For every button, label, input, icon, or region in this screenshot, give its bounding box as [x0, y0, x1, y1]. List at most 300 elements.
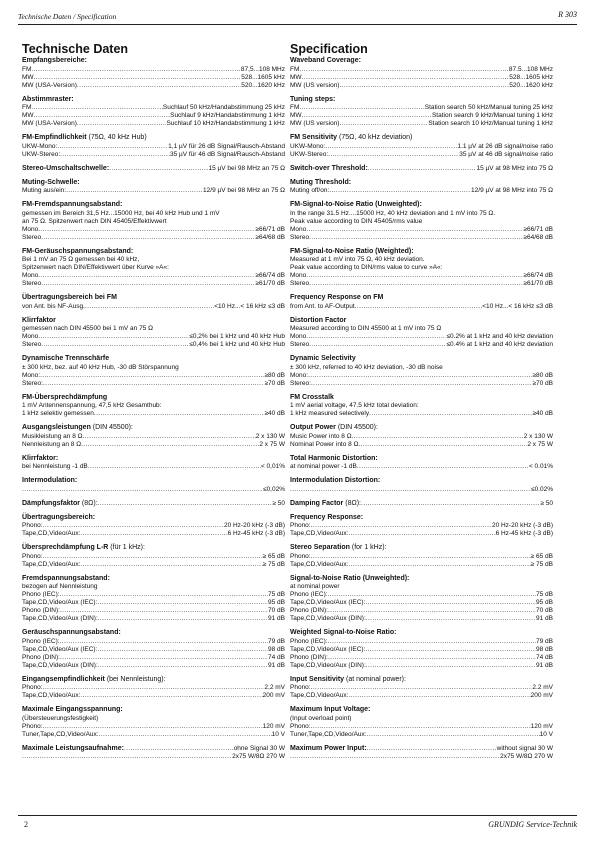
spec-label: MW (US version): [290, 81, 340, 89]
spec-value: <10 Hz...< 16 kHz ≤3 dB: [482, 302, 553, 310]
spec-section: [22, 179, 285, 196]
spec-label: Phono (DIN):: [22, 607, 60, 614]
spec-heading-text: Klirrfaktor:: [22, 454, 59, 462]
spec-section: [290, 355, 553, 388]
spec-heading-text: Maximum Input Voltage:: [290, 706, 371, 713]
leader-dots: [98, 662, 268, 670]
spec-section: [22, 575, 285, 624]
leader-dots: [325, 143, 457, 151]
spec-heading: [290, 455, 553, 464]
spec-label: UKW-Mono:: [22, 142, 58, 150]
spec-heading-text: FM-Signal-to-Noise Ratio (Weighted):: [290, 247, 414, 255]
spec-row: [22, 380, 285, 388]
spec-heading-text: Muting Threshold:: [290, 178, 352, 186]
spec-value: 15 µV at 98 MHz into 75 Ω: [476, 164, 553, 172]
spec-value: Station search 9 kHz/Manual tuning 1 kHz: [431, 112, 553, 119]
spec-label: Phono:: [22, 684, 43, 691]
spec-section: [22, 165, 285, 173]
spec-heading: [22, 629, 285, 638]
spec-row: [22, 280, 285, 288]
spec-value: ≥61/70 dB: [255, 280, 285, 287]
spec-section: [290, 745, 553, 761]
spec-value: 120 mV: [530, 722, 553, 730]
spec-heading-text: Abstimmraster:: [22, 95, 74, 103]
spec-value: 15 µV bei 98 MHz an 75 Ω: [208, 164, 285, 172]
spec-heading-text: Maximale Eingangsspannung:: [22, 706, 123, 713]
spec-row: [22, 303, 285, 311]
spec-row: [290, 646, 553, 654]
spec-row: [290, 522, 553, 530]
spec-section: [290, 294, 553, 311]
leader-dots: [369, 410, 532, 418]
leader-dots: [311, 553, 531, 561]
spec-heading: [22, 500, 98, 508]
spec-value: 528...1605 kHz: [509, 73, 553, 81]
spec-row: [290, 143, 553, 151]
spec-value: 2x75 W/8Ω 270 W: [500, 752, 553, 760]
leader-dots: [38, 272, 255, 280]
spec-row: [22, 410, 285, 418]
spec-row: [290, 66, 553, 74]
spec-row: [290, 607, 553, 615]
leader-dots: [80, 692, 262, 700]
spec-heading-text: Muting-Schwelle:: [22, 178, 80, 186]
spec-label: Tuner,Tape,CD,Video/Aux:: [290, 730, 367, 738]
spec-heading: [290, 317, 553, 326]
spec-row: [22, 112, 285, 120]
spec-heading-text: Signal-to-Noise Ratio (Unweighted):: [290, 574, 410, 582]
spec-label: bei Nennleistung -1 dB: [22, 463, 88, 470]
spec-value: 74 dB: [536, 653, 553, 661]
spec-heading: [22, 294, 285, 303]
spec-value: 79 dB: [536, 637, 553, 645]
spec-row: [22, 607, 285, 615]
spec-section: [290, 201, 553, 242]
spec-label: Phono (DIN):: [22, 653, 60, 661]
leader-dots: [328, 591, 536, 599]
leader-dots: [81, 441, 259, 449]
spec-label: Phono:: [290, 722, 311, 730]
spec-heading-note: (DIN 45500):: [337, 424, 378, 431]
spec-label: Stereo:: [290, 379, 311, 387]
leader-dots: [309, 341, 446, 349]
spec-heading: [290, 165, 368, 173]
page-number: 2: [24, 820, 28, 829]
spec-label: Tape,CD,Video/Aux:: [290, 530, 349, 537]
spec-heading-text: FM-Übersprechdämpfung: [22, 393, 108, 401]
spec-label: Nennleistung an 8 Ω: [22, 440, 82, 448]
spec-value: 35 µV at 46 dB signal/noise ratio: [459, 150, 553, 158]
spec-value: ≥66/71 dB: [255, 225, 285, 233]
spec-value: 2 x 75 W: [527, 440, 553, 448]
spec-row: [22, 731, 285, 739]
spec-value: <10 Hz...< 16 kHz ≤3 dB: [214, 302, 285, 310]
leader-dots: [83, 433, 256, 441]
spec-section: [22, 544, 285, 569]
leader-dots: [348, 530, 495, 538]
leader-dots: [366, 662, 536, 670]
spec-heading: [290, 477, 553, 486]
spec-section: [290, 500, 553, 508]
spec-heading-text: Maximale Leistungsaufnahme:: [22, 744, 124, 752]
spec-heading: [290, 248, 553, 257]
spec-row: [22, 341, 285, 349]
leader-dots: [88, 463, 261, 471]
spec-row: [22, 646, 285, 654]
spec-section: [22, 477, 285, 494]
spec-inline-row: [290, 165, 553, 173]
spec-label: MW (USA-Version): [22, 81, 77, 89]
spec-value: ≥ 75 dB: [262, 560, 285, 568]
leader-dots: [124, 745, 234, 753]
spec-value: ≤0,02%: [263, 485, 285, 493]
leader-dots: [97, 646, 268, 654]
spec-label: Tape,CD,Video/Aux (DIN):: [290, 661, 366, 669]
footer-brand: GRUNDIG Service-Technik: [488, 820, 577, 829]
spec-value: 35 µV für 46 dB Signal/Rausch-Abstand: [169, 150, 285, 158]
spec-value: 20 Hz-20 kHz (-3 dB): [223, 522, 285, 529]
spec-row: [290, 112, 553, 120]
leader-dots: [366, 615, 536, 623]
spec-label: Stereo: [290, 280, 310, 287]
spec-label: Mono:: [290, 371, 309, 379]
spec-label: Tape,CD,Video/Aux (DIN):: [290, 615, 366, 622]
spec-heading-text: Fremdspannungsabstand:: [22, 574, 110, 582]
spec-value: ≥ 65 dB: [530, 552, 553, 560]
spec-note: an 75 Ω. Spitzenwert nach DIN 45405/Effektivwert: [22, 217, 167, 225]
spec-row: [290, 341, 553, 349]
german-sections: [22, 57, 285, 761]
spec-value: 98 dB: [268, 645, 285, 653]
spec-value: Suchlauf 10 kHz/Handabstimmung 1 kHz: [166, 120, 285, 127]
spec-row: [22, 234, 285, 242]
spec-row: [22, 104, 285, 112]
spec-row: [22, 82, 285, 90]
spec-value: 520...1620 kHz: [241, 81, 285, 89]
spec-heading: [22, 424, 285, 433]
spec-value: without signal 30 W: [496, 744, 553, 752]
spec-section: [290, 57, 553, 90]
spec-value: < 0.01%: [528, 463, 553, 470]
spec-value: 1.1 µV at 26 dB signal/noise ratio: [457, 142, 553, 150]
leader-dots: [43, 522, 224, 530]
leader-dots: [302, 112, 432, 120]
spec-section: [290, 317, 553, 350]
spec-heading-text: Frequency Response:: [290, 513, 364, 521]
spec-value: ≥ 65 dB: [262, 552, 285, 560]
leader-dots: [41, 280, 255, 288]
leader-dots: [77, 82, 241, 90]
spec-heading-note: (bei Nennleistung):: [106, 675, 166, 683]
spec-label: Tape,CD,Video/Aux (DIN):: [22, 615, 98, 622]
leader-dots: [80, 561, 262, 569]
spec-value: 10 V: [539, 730, 553, 738]
spec-label: at nominal power -1 dB: [290, 463, 357, 470]
spec-heading-text: Geräuschspannungsabstand:: [22, 629, 121, 636]
spec-note: Peak value according to DIN 45405/rms value: [290, 217, 423, 225]
spec-value: ≥40 dB: [532, 410, 553, 417]
spec-row: [290, 463, 553, 471]
spec-value: ≤0.4% at 1 kHz and 40 kHz deviation: [446, 341, 553, 348]
spec-row: [290, 74, 553, 82]
spec-row: [290, 82, 553, 90]
leader-dots: [309, 280, 523, 288]
leader-dots: [85, 303, 214, 311]
spec-value: ≥80 dB: [264, 371, 285, 379]
spec-value: 95 dB: [536, 599, 553, 606]
spec-heading: [22, 514, 285, 523]
spec-row: [22, 723, 285, 731]
english-sections: [290, 57, 553, 761]
spec-heading-text: FM Crosstalk: [290, 393, 334, 401]
leader-dots: [290, 753, 500, 761]
spec-section: [22, 57, 285, 90]
spec-heading: [290, 575, 553, 584]
spec-row: [290, 333, 553, 341]
spec-value: 87,5...108 MHz: [240, 65, 285, 73]
spec-label: Phono (IEC):: [290, 591, 328, 598]
spec-label: from Ant. to AF-Output: [290, 302, 355, 310]
spec-heading-text: Eingangsempfindlichkeit: [22, 675, 105, 683]
spec-label: FM: [22, 104, 32, 111]
leader-dots: [306, 226, 523, 234]
spec-label: Mono: [290, 333, 307, 340]
leader-dots: [328, 151, 459, 159]
spec-section: [290, 394, 553, 419]
spec-row: [290, 599, 553, 607]
page-header: [18, 8, 577, 25]
spec-value: ≥70 dB: [264, 379, 285, 387]
leader-dots: [368, 165, 477, 173]
leader-dots: [367, 745, 497, 753]
spec-row: [22, 753, 285, 761]
spec-heading-note: (for 1 kHz):: [351, 544, 387, 551]
spec-heading: [22, 201, 285, 210]
spec-heading-note: (75Ω, 40 kHz Hub): [88, 134, 147, 141]
spec-section: [290, 96, 553, 129]
spec-label: Phono (DIN):: [290, 653, 328, 661]
spec-label: Music Power into 8 Ω: [290, 432, 352, 440]
spec-label: Tape,CD,Video/Aux:: [290, 692, 349, 699]
spec-label: 1 kHz measured selectively: [290, 410, 370, 417]
leader-dots: [77, 120, 167, 128]
spec-section: [22, 676, 285, 701]
spec-value: 6 Hz-45 kHz (-3 dB): [495, 530, 553, 537]
spec-label: FM: [22, 65, 32, 73]
spec-row: [290, 433, 553, 441]
spec-row: [22, 662, 285, 670]
spec-value: 2x75 W/8Ω 270 W: [232, 752, 285, 760]
spec-heading-text: Switch-over Threshold:: [290, 164, 368, 172]
spec-heading-text: Distortion Factor: [290, 316, 347, 324]
leader-dots: [31, 104, 162, 112]
leader-dots: [290, 486, 531, 494]
spec-row: [22, 486, 285, 494]
spec-label: MW (USA-Version): [22, 120, 77, 127]
spec-inline-row: [22, 745, 285, 753]
spec-label: Mono: [22, 272, 39, 279]
leader-dots: [311, 522, 492, 530]
spec-note: 1 mV Antennenspannung, 47,5 kHz Gesamthub:: [22, 402, 162, 409]
spec-heading-text: Intermodulation:: [22, 477, 78, 484]
leader-dots: [348, 692, 530, 700]
leader-dots: [98, 500, 273, 508]
spec-heading-text: Übersprechdämpfung L-R: [22, 544, 109, 551]
leader-dots: [43, 553, 263, 561]
spec-heading-text: Maximum Power Input:: [290, 744, 367, 752]
spec-value: 2 x 130 W: [523, 432, 553, 440]
leader-dots: [361, 500, 540, 508]
leader-dots: [311, 684, 533, 692]
spec-heading: [22, 57, 285, 66]
spec-section: [290, 575, 553, 624]
spec-section: [290, 706, 553, 739]
spec-inline-row: [22, 165, 285, 173]
spec-value: 75 dB: [536, 591, 553, 598]
spec-heading-text: Weighted Signal-to-Noise Ratio:: [290, 629, 397, 636]
page-footer: [18, 815, 577, 832]
spec-value: ≥ 50: [272, 499, 285, 507]
spec-value: 20 Hz-20 kHz (-3 dB): [491, 522, 553, 529]
leader-dots: [43, 723, 263, 731]
spec-heading: [290, 134, 553, 143]
spec-label: Nominal Power into 8 Ω: [290, 440, 359, 448]
spec-label: FM: [290, 65, 300, 73]
spec-section: [290, 134, 553, 159]
spec-label: Tape,CD,Video/Aux:: [290, 560, 349, 568]
spec-row: [22, 463, 285, 471]
spec-value: 79 dB: [268, 637, 285, 645]
leader-dots: [22, 753, 232, 761]
spec-heading: [22, 455, 285, 464]
spec-heading: [22, 544, 285, 553]
spec-label: von Ant. bis NF-Ausg.: [22, 302, 85, 310]
leader-dots: [60, 607, 268, 615]
spec-row: [290, 441, 553, 449]
spec-heading-note: (8Ω):: [345, 499, 361, 507]
spec-heading: [22, 134, 285, 143]
spec-label: Tuner,Tape,CD,Video/Aux:: [22, 730, 99, 738]
leader-dots: [22, 486, 263, 494]
spec-label: MW: [290, 112, 302, 119]
spec-value: ≥70 dB: [532, 379, 553, 387]
leader-dots: [57, 143, 168, 151]
spec-row: [290, 234, 553, 242]
leader-dots: [302, 74, 510, 82]
leader-dots: [38, 333, 189, 341]
spec-heading: [290, 424, 553, 433]
spec-note: ± 300 kHz, bez. auf 40 kHz Hub, -30 dB Störspannung: [22, 363, 179, 371]
spec-heading-text: Input Sensitivity: [290, 675, 345, 683]
spec-section: [22, 514, 285, 539]
spec-heading: [22, 317, 285, 326]
spec-row: [22, 638, 285, 646]
spec-heading: [22, 355, 285, 364]
spec-row: [290, 692, 553, 700]
spec-value: 2 x 130 W: [255, 432, 285, 440]
spec-label: Tape,CD,Video/Aux (DIN):: [22, 661, 98, 669]
spec-label: FM: [290, 104, 300, 111]
spec-section: [290, 455, 553, 472]
spec-row: [290, 591, 553, 599]
spec-row: [22, 66, 285, 74]
spec-value: 91 dB: [536, 661, 553, 669]
spec-label: Tape,CD,Video/Aux:: [22, 530, 81, 537]
spec-label: Tape,CD,Video/Aux (IEC):: [22, 599, 98, 606]
spec-label: Stereo: [290, 233, 310, 241]
spec-row: [290, 753, 553, 761]
spec-note: gemessen im Bereich 31,5 Hz...15000 Hz, bei 40 kHz Hub und 1 mV: [22, 209, 220, 217]
spec-heading: [290, 57, 553, 66]
spec-label: Tape,CD,Video/Aux (IEC):: [290, 599, 366, 606]
spec-heading-text: Damping Factor: [290, 499, 344, 507]
leader-dots: [43, 380, 264, 388]
spec-label: Tape,CD,Video/Aux:: [22, 560, 81, 568]
spec-label: Phono:: [22, 722, 43, 730]
spec-value: ≤0,4% bei 1 kHz und 40 kHz Hub: [189, 341, 285, 348]
spec-label: Phono:: [22, 522, 43, 529]
spec-heading-note: (DIN 45500):: [92, 424, 133, 431]
spec-row: [22, 599, 285, 607]
spec-heading-text: Frequency Response on FM: [290, 294, 384, 301]
spec-label: Phono:: [290, 522, 311, 529]
spec-label: Stereo: [22, 233, 42, 241]
leader-dots: [38, 226, 255, 234]
spec-row: [290, 151, 553, 159]
spec-value: 75 dB: [268, 591, 285, 598]
leader-dots: [299, 104, 424, 112]
spec-label: Mono: [22, 333, 39, 340]
spec-row: [290, 654, 553, 662]
leader-dots: [328, 654, 536, 662]
spec-value: ≥66/74 dB: [523, 272, 553, 279]
spec-value: 12/9 µV at 98 MHz into 75 Ω: [471, 187, 553, 194]
spec-heading: [22, 745, 124, 753]
spec-label: Phono (IEC):: [290, 637, 328, 645]
leader-dots: [355, 303, 483, 311]
leader-dots: [365, 599, 536, 607]
spec-section: [22, 706, 285, 739]
spec-value: ≥66/71 dB: [523, 225, 553, 233]
leader-dots: [43, 684, 265, 692]
spec-row: [22, 226, 285, 234]
leader-dots: [60, 654, 268, 662]
spec-value: ≥64/68 dB: [523, 233, 553, 241]
spec-heading-text: Stereo-Umschaltschwelle:: [22, 164, 110, 172]
spec-value: 10 V: [271, 730, 285, 738]
leader-dots: [352, 433, 524, 441]
spec-row: [290, 120, 553, 128]
spec-section: [290, 165, 553, 173]
spec-row: [22, 333, 285, 341]
spec-note: ± 300 kHz, referred to 40 kHz deviation, -30 dB noise: [290, 363, 443, 371]
spec-note: In the range 31.5 Hz....15000 Hz, 40 kHz deviation and 1 mV into 75 Ω.: [290, 209, 496, 217]
spec-value: 120 mV: [262, 722, 285, 730]
spec-row: [290, 662, 553, 670]
spec-heading-text: Intermodulation Distortion:: [290, 477, 381, 484]
spec-value: ≥80 dB: [532, 371, 553, 379]
leader-dots: [94, 410, 265, 418]
spec-heading: [290, 294, 553, 303]
spec-row: [290, 104, 553, 112]
spec-label: Stereo: [22, 341, 42, 348]
spec-value: Station search 10 kHz/Manual tuning 1 kHz: [428, 120, 553, 127]
spec-label: UKW-Stereo:: [22, 150, 61, 158]
spec-row: [290, 280, 553, 288]
spec-row: [290, 615, 553, 623]
spec-inline-row: [290, 745, 553, 753]
spec-note: gemessen nach DIN 45500 bei 1 mV an 75 Ω: [22, 325, 153, 332]
